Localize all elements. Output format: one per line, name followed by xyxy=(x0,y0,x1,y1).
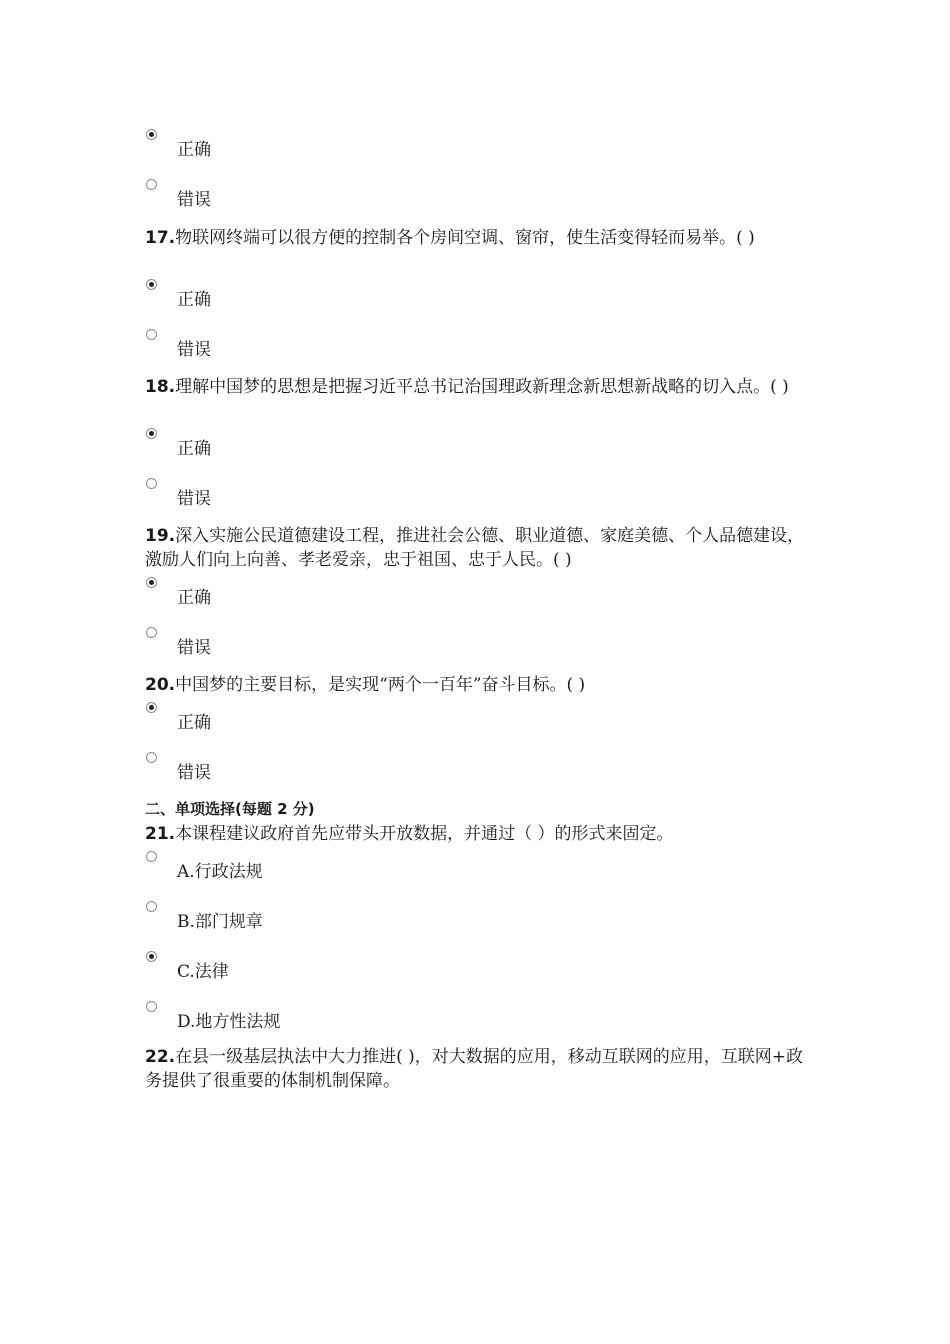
question-19 xyxy=(145,524,815,572)
question-20 xyxy=(145,673,815,697)
question-text: 在县一级基层执法中大力推进( )，对大数据的应用，移动互联网的应用，互联网+政务提供了很重要的体制机制保障。 xyxy=(145,1047,804,1091)
question-number: 20. xyxy=(145,675,176,695)
question-number: 17. xyxy=(145,228,176,248)
q20-radio-wrong[interactable] xyxy=(146,752,157,763)
question-text: 深入实施公民道德建设工程，推进社会公德、职业道德、家庭美德、个人品德建设，激励人们向上向善、孝老爱亲，忠于祖国、忠于人民。( ) xyxy=(145,526,805,570)
q19-radio-wrong[interactable] xyxy=(146,627,157,638)
question-number: 19. xyxy=(145,526,176,546)
question-text: 物联网终端可以很方便的控制各个房间空调、窗帘，使生活变得轻而易举。( ) xyxy=(175,228,755,248)
question-18 xyxy=(145,375,815,399)
question-text: 理解中国梦的思想是把握习近平总书记治国理政新理念新思想新战略的切入点。( ) xyxy=(175,377,789,397)
q18-option-correct: 正确 xyxy=(177,439,211,459)
q21-radio-d[interactable] xyxy=(146,1001,157,1012)
q16-radio-wrong[interactable] xyxy=(146,179,157,190)
question-text: 本课程建议政府首先应带头开放数据，并通过（ ）的形式来固定。 xyxy=(175,824,674,844)
question-17 xyxy=(145,226,815,250)
question-text: 中国梦的主要目标，是实现“两个一百年”奋斗目标。( ) xyxy=(175,675,586,695)
q19-option-correct: 正确 xyxy=(177,588,211,608)
q16-radio-correct[interactable] xyxy=(146,129,157,140)
q20-radio-correct[interactable] xyxy=(146,702,157,713)
q21-radio-c[interactable] xyxy=(146,951,157,962)
question-number: 22. xyxy=(145,1047,176,1067)
q18-option-wrong: 错误 xyxy=(177,489,211,509)
q18-radio-correct[interactable] xyxy=(146,428,157,439)
q21-option-d: D.地方性法规 xyxy=(177,1012,281,1032)
q20-option-correct: 正确 xyxy=(177,713,211,733)
q21-option-a: A.行政法规 xyxy=(177,862,263,882)
q21-option-c: C.法律 xyxy=(177,962,229,982)
question-number: 18. xyxy=(145,377,176,397)
q17-radio-correct[interactable] xyxy=(146,279,157,290)
q21-radio-b[interactable] xyxy=(146,901,157,912)
q20-option-wrong: 错误 xyxy=(177,763,211,783)
q21-radio-a[interactable] xyxy=(146,851,157,862)
q17-option-correct: 正确 xyxy=(177,290,211,310)
q19-option-wrong: 错误 xyxy=(177,638,211,658)
q18-radio-wrong[interactable] xyxy=(146,478,157,489)
q16-option-correct: 正确 xyxy=(177,140,211,160)
q17-radio-wrong[interactable] xyxy=(146,329,157,340)
q21-option-b: B.部门规章 xyxy=(177,912,263,932)
q19-radio-correct[interactable] xyxy=(146,577,157,588)
question-number: 21. xyxy=(145,824,176,844)
q17-option-wrong: 错误 xyxy=(177,340,211,360)
section-title: 二、单项选择(每题 2 分) xyxy=(145,800,315,818)
question-22 xyxy=(145,1045,815,1093)
question-21 xyxy=(145,822,815,846)
q16-option-wrong: 错误 xyxy=(177,190,211,210)
